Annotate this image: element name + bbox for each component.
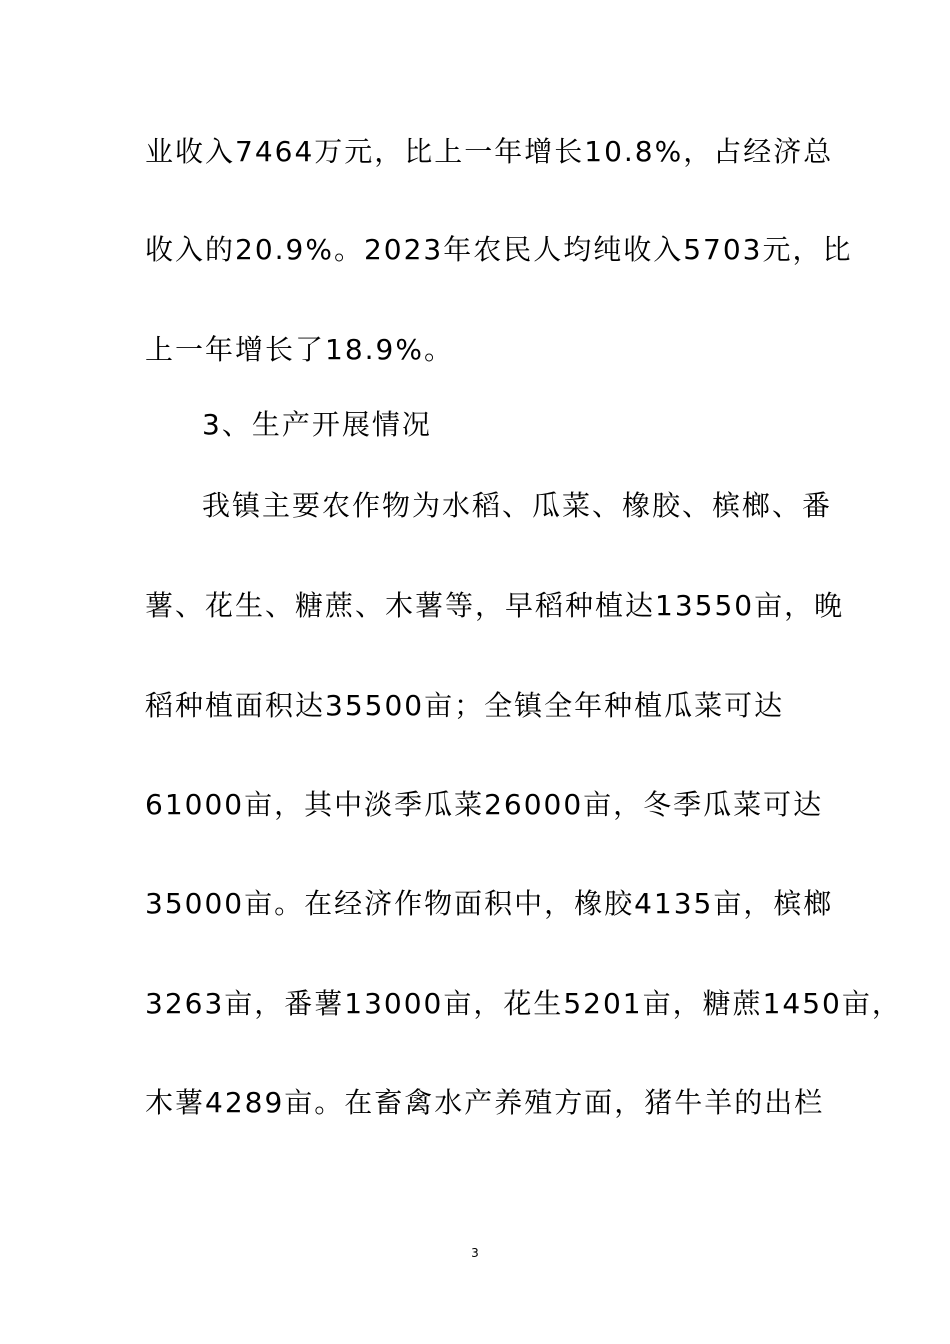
text-line-8: 61000亩，其中淡季瓜菜26000亩，冬季瓜菜可达 (145, 788, 824, 821)
text-line-3: 上一年增长了18.9%。 (145, 333, 454, 366)
text-line-6: 薯、花生、糖蔗、木薯等，早稻种植达13550亩，晚 (145, 589, 845, 622)
text-line-1: 业收入7464万元，比上一年增长10.8%，占经济总 (145, 135, 834, 168)
text-line-2: 收入的20.9%。2023年农民人均纯收入5703元，比 (145, 233, 853, 266)
page-number: 3 (471, 1246, 479, 1260)
text-line-11: 木薯4289亩。在畜禽水产养殖方面，猪牛羊的出栏 (145, 1086, 825, 1119)
text-line-7: 稻种植面积达35500亩；全镇全年种植瓜菜可达 (145, 689, 785, 722)
text-line-5: 我镇主要农作物为水稻、瓜菜、橡胶、槟榔、番 (202, 489, 833, 522)
text-line-9: 35000亩。在经济作物面积中，橡胶4135亩，槟榔 (145, 887, 834, 920)
section-heading: 3、生产开展情况 (202, 408, 432, 441)
text-line-10: 3263亩，番薯13000亩，花生5201亩，糖蔗1450亩， (145, 987, 902, 1020)
